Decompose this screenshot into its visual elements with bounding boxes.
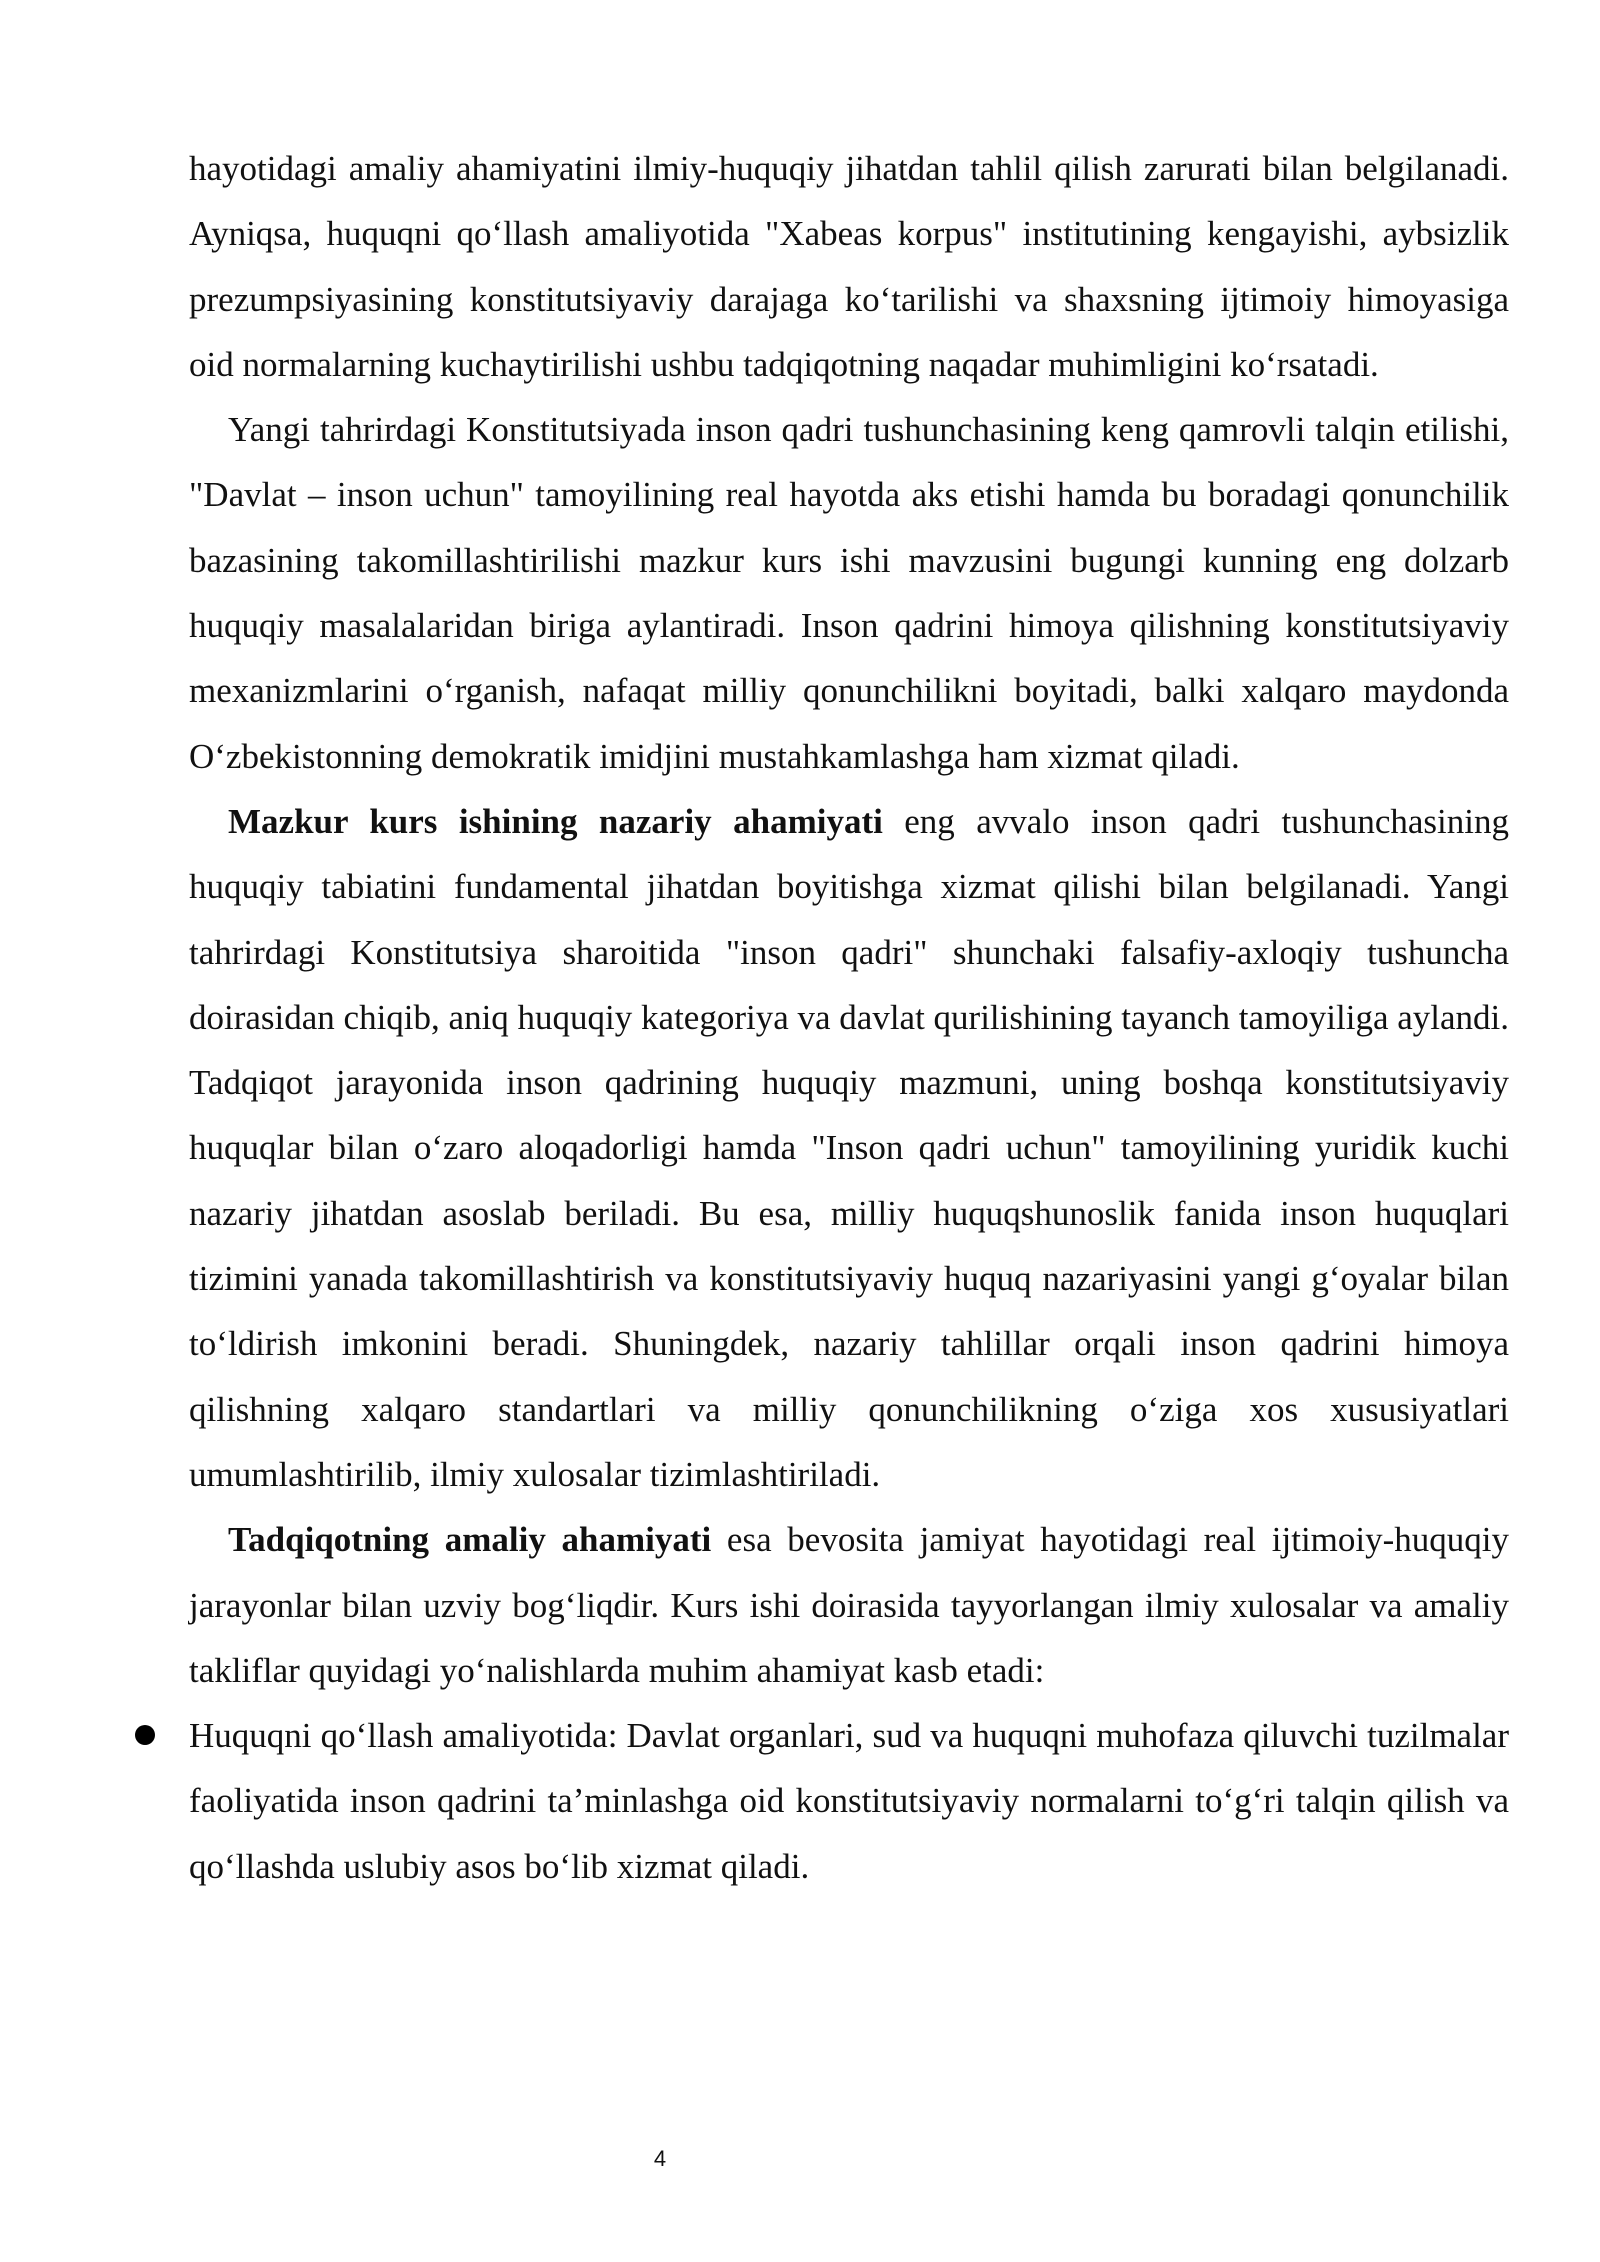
- paragraph-text: eng avvalo inson qadri tushunchasining huquqiy tabiatini fundamental jihatdan boyitishga xizmat qilishi bilan belgilanadi. Yangi tahrirdagi Konstitutsiya sharoitida "inson qadri" shunchaki falsafiy-axloqiy tushuncha doirasidan chiqib, aniq huquqiy kategoriya va davlat qurilishining tayanch tamoyiliga aylandi. Tadqiqot jarayonida inson qadrining huquqiy mazmuni, uning boshqa konstitutsiyaviy huquqlar bilan o‘zaro aloqadorligi hamda "Inson qadri uchun" tamoyilining yuridik kuchi nazariy jihatdan asoslab beriladi. Bu esa, milliy huquqshunoslik fanida inson huquqlari tizimini yanada takomillashtirish va konstitutsiyaviy huquq nazariyasini yangi g‘oyalar bilan to‘ldirish imkonini beradi. Shuningdek, nazariy tahlillar orqali inson qadrini himoya qilishning xalqaro standartlari va milliy qonunchilikning o‘ziga xos xususiyatlari umumlashtirilib, ilmiy xulosalar tizimlashtiriladi.: [189, 801, 1509, 1494]
- paragraph-practical-significance: [189, 1507, 1509, 1703]
- paragraph-text: hayotidagi amaliy ahamiyatini ilmiy-huquqiy jihatdan tahlil qilish zarurati bilan belgilanadi. Ayniqsa, huquqni qo‘llash amaliyotida "Xabeas korpus" institutining kengayishi, aybsizlik prezumpsiyasining konstitutsiyaviy darajaga ko‘tarilishi va shaxsning ijtimoiy himoyasiga oid normalarning kuchaytirilishi ushbu tadqiqotning naqadar muhimligini ko‘rsatadi.: [189, 149, 1509, 384]
- bullet-dot-icon: [135, 1725, 155, 1745]
- paragraph-lead-heading: Tadqiqotning amaliy ahamiyati: [228, 1520, 712, 1560]
- bullet-list-item: [189, 1703, 1509, 1899]
- page-number: 4: [653, 2146, 667, 2171]
- bullet-text: Huquqni qo‘llash amaliyotida: Davlat organlari, sud va huquqni muhofaza qiluvchi tuzilmalar faoliyatida inson qadrini ta’minlashga oid konstitutsiyaviy normalarni to‘g‘ri talqin qilish va qo‘llashda uslubiy asos bo‘lib xizmat qiladi.: [189, 1716, 1509, 1886]
- paragraph-constitution: [189, 397, 1509, 789]
- paragraph-theoretical-significance: [189, 789, 1509, 1507]
- document-page: [189, 136, 1509, 1899]
- paragraph-text: Yangi tahrirdagi Konstitutsiyada inson qadri tushunchasining keng qamrovli talqin etilishi, "Davlat – inson uchun" tamoyilining real hayotda aks etishi hamda bu boradagi qonunchilik bazasining takomillashtirilishi mazkur kurs ishi mavzusini bugungi kunning eng dolzarb huquqiy masalalaridan biriga aylantiradi. Inson qadrini himoya qilishning konstitutsiyaviy mexanizmlarini o‘rganish, nafaqat milliy qonunchilikni boyitadi, balki xalqaro maydonda O‘zbekistonning demokratik imidjini mustahkamlashga ham xizmat qiladi.: [189, 410, 1509, 776]
- paragraph-continuation: [189, 136, 1509, 397]
- paragraph-lead-heading: Mazkur kurs ishining nazariy ahamiyati: [228, 801, 883, 841]
- paragraph-text: esa bevosita jamiyat hayotidagi real ijtimoiy-huquqiy jarayonlar bilan uzviy bog‘liqdir. Kurs ishi doirasida tayyorlangan ilmiy xulosalar va amaliy takliflar quyidagi yo‘nalishlarda muhim ahamiyat kasb etadi:: [189, 1520, 1510, 1690]
